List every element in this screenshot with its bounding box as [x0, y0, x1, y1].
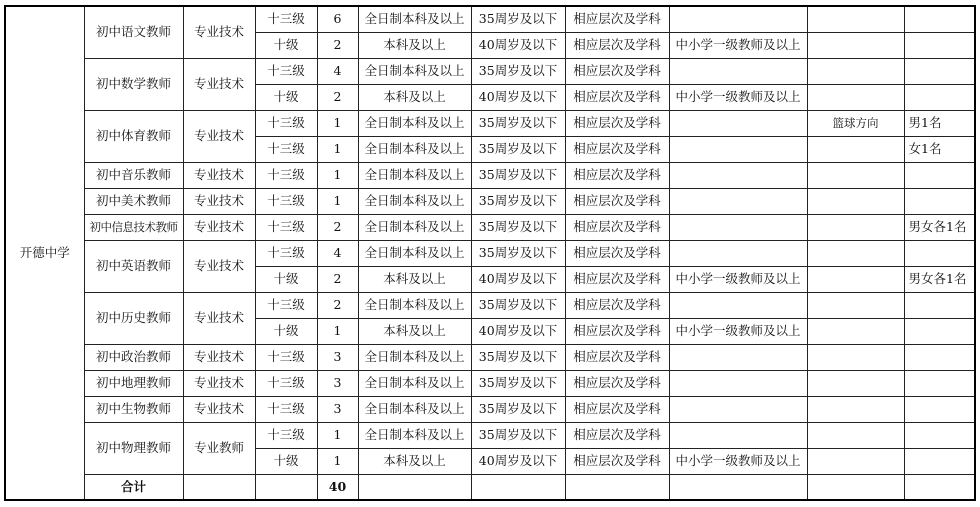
major-cell: 相应层次及学科 — [565, 240, 669, 266]
note-cell — [904, 318, 975, 344]
total-empty-cell — [565, 474, 669, 500]
grade-cell: 十三级 — [255, 370, 317, 396]
title-cell — [669, 188, 807, 214]
major-cell: 相应层次及学科 — [565, 370, 669, 396]
total-empty-cell — [255, 474, 317, 500]
grade-cell: 十三级 — [255, 110, 317, 136]
direction-cell — [807, 6, 904, 32]
title-cell: 中小学一级教师及以上 — [669, 448, 807, 474]
grade-cell: 十级 — [255, 266, 317, 292]
grade-cell: 十三级 — [255, 240, 317, 266]
count-cell: 2 — [317, 266, 358, 292]
count-cell: 3 — [317, 344, 358, 370]
education-cell: 全日制本科及以上 — [358, 58, 471, 84]
grade-cell: 十三级 — [255, 58, 317, 84]
title-cell — [669, 58, 807, 84]
count-cell: 3 — [317, 370, 358, 396]
grade-cell: 十级 — [255, 84, 317, 110]
major-cell: 相应层次及学科 — [565, 396, 669, 422]
education-cell: 全日制本科及以上 — [358, 214, 471, 240]
title-cell — [669, 240, 807, 266]
count-cell: 1 — [317, 162, 358, 188]
direction-cell — [807, 32, 904, 58]
age-cell: 35周岁及以下 — [471, 422, 565, 448]
age-cell: 35周岁及以下 — [471, 110, 565, 136]
count-cell: 2 — [317, 84, 358, 110]
major-cell: 相应层次及学科 — [565, 448, 669, 474]
note-cell — [904, 422, 975, 448]
major-cell: 相应层次及学科 — [565, 58, 669, 84]
note-cell: 男女各1名 — [904, 266, 975, 292]
major-cell: 相应层次及学科 — [565, 136, 669, 162]
direction-cell — [807, 58, 904, 84]
note-cell — [904, 6, 975, 32]
total-empty-cell — [358, 474, 471, 500]
count-cell: 3 — [317, 396, 358, 422]
education-cell: 本科及以上 — [358, 318, 471, 344]
position-name-cell: 初中政治教师 — [84, 344, 183, 370]
age-cell: 40周岁及以下 — [471, 318, 565, 344]
age-cell: 35周岁及以下 — [471, 188, 565, 214]
position-type-cell: 专业技术 — [183, 110, 255, 162]
education-cell: 本科及以上 — [358, 266, 471, 292]
major-cell: 相应层次及学科 — [565, 6, 669, 32]
direction-cell — [807, 396, 904, 422]
major-cell: 相应层次及学科 — [565, 266, 669, 292]
note-cell — [904, 396, 975, 422]
major-cell: 相应层次及学科 — [565, 292, 669, 318]
direction-cell — [807, 136, 904, 162]
school-name-cell: 开德中学 — [5, 6, 84, 500]
major-cell: 相应层次及学科 — [565, 32, 669, 58]
position-name-cell: 初中生物教师 — [84, 396, 183, 422]
position-type-cell: 专业技术 — [183, 240, 255, 292]
total-label-cell: 合计 — [84, 474, 183, 500]
age-cell: 40周岁及以下 — [471, 448, 565, 474]
position-type-cell: 专业技术 — [183, 370, 255, 396]
note-cell — [904, 84, 975, 110]
title-cell — [669, 162, 807, 188]
total-empty-cell — [807, 474, 904, 500]
position-type-cell: 专业技术 — [183, 214, 255, 240]
count-cell: 1 — [317, 136, 358, 162]
direction-cell — [807, 422, 904, 448]
age-cell: 35周岁及以下 — [471, 58, 565, 84]
grade-cell: 十级 — [255, 318, 317, 344]
table-row — [5, 6, 975, 32]
age-cell: 35周岁及以下 — [471, 214, 565, 240]
age-cell: 35周岁及以下 — [471, 162, 565, 188]
grade-cell: 十三级 — [255, 162, 317, 188]
direction-cell — [807, 188, 904, 214]
grade-cell: 十三级 — [255, 6, 317, 32]
table-row — [5, 110, 975, 136]
direction-cell — [807, 292, 904, 318]
table-row — [5, 240, 975, 266]
title-cell — [669, 396, 807, 422]
age-cell: 35周岁及以下 — [471, 370, 565, 396]
note-cell — [904, 448, 975, 474]
title-cell — [669, 214, 807, 240]
age-cell: 35周岁及以下 — [471, 396, 565, 422]
major-cell: 相应层次及学科 — [565, 84, 669, 110]
position-name-cell: 初中地理教师 — [84, 370, 183, 396]
count-cell: 2 — [317, 292, 358, 318]
count-cell: 1 — [317, 188, 358, 214]
age-cell: 35周岁及以下 — [471, 136, 565, 162]
position-type-cell: 专业技术 — [183, 6, 255, 58]
age-cell: 35周岁及以下 — [471, 6, 565, 32]
education-cell: 全日制本科及以上 — [358, 162, 471, 188]
note-cell — [904, 370, 975, 396]
table-row — [5, 422, 975, 448]
position-name-cell: 初中信息技术教师 — [84, 214, 183, 240]
note-cell — [904, 292, 975, 318]
table-row — [5, 370, 975, 396]
grade-cell: 十三级 — [255, 188, 317, 214]
position-name-cell: 初中历史教师 — [84, 292, 183, 344]
major-cell: 相应层次及学科 — [565, 318, 669, 344]
grade-cell: 十三级 — [255, 292, 317, 318]
position-type-cell: 专业技术 — [183, 188, 255, 214]
education-cell: 全日制本科及以上 — [358, 6, 471, 32]
note-cell — [904, 162, 975, 188]
title-cell — [669, 292, 807, 318]
position-type-cell: 专业技术 — [183, 292, 255, 344]
age-cell: 40周岁及以下 — [471, 84, 565, 110]
grade-cell: 十三级 — [255, 396, 317, 422]
position-name-cell: 初中英语教师 — [84, 240, 183, 292]
total-empty-cell — [471, 474, 565, 500]
age-cell: 35周岁及以下 — [471, 292, 565, 318]
direction-cell — [807, 240, 904, 266]
total-empty-cell — [183, 474, 255, 500]
major-cell: 相应层次及学科 — [565, 162, 669, 188]
age-cell: 40周岁及以下 — [471, 266, 565, 292]
position-name-cell: 初中物理教师 — [84, 422, 183, 474]
education-cell: 全日制本科及以上 — [358, 344, 471, 370]
note-cell — [904, 32, 975, 58]
table-row — [5, 58, 975, 84]
count-cell: 1 — [317, 422, 358, 448]
direction-cell — [807, 84, 904, 110]
position-name-cell: 初中语文教师 — [84, 6, 183, 58]
table-body — [5, 6, 975, 500]
total-empty-cell — [904, 474, 975, 500]
note-cell — [904, 58, 975, 84]
position-name-cell: 初中美术教师 — [84, 188, 183, 214]
title-cell: 中小学一级教师及以上 — [669, 84, 807, 110]
title-cell: 中小学一级教师及以上 — [669, 318, 807, 344]
grade-cell: 十三级 — [255, 422, 317, 448]
title-cell — [669, 6, 807, 32]
note-cell — [904, 240, 975, 266]
count-cell: 4 — [317, 240, 358, 266]
grade-cell: 十三级 — [255, 214, 317, 240]
position-type-cell: 专业技术 — [183, 58, 255, 110]
table-row — [5, 344, 975, 370]
direction-cell — [807, 162, 904, 188]
direction-cell — [807, 370, 904, 396]
table-row — [5, 188, 975, 214]
table-row — [5, 162, 975, 188]
total-count-cell: 40 — [317, 474, 358, 500]
note-cell — [904, 344, 975, 370]
position-type-cell: 专业技术 — [183, 396, 255, 422]
grade-cell: 十三级 — [255, 136, 317, 162]
major-cell: 相应层次及学科 — [565, 188, 669, 214]
direction-cell — [807, 344, 904, 370]
title-cell — [669, 370, 807, 396]
education-cell: 全日制本科及以上 — [358, 292, 471, 318]
education-cell: 全日制本科及以上 — [358, 136, 471, 162]
title-cell: 中小学一级教师及以上 — [669, 266, 807, 292]
position-name-cell: 初中音乐教师 — [84, 162, 183, 188]
title-cell — [669, 344, 807, 370]
major-cell: 相应层次及学科 — [565, 422, 669, 448]
title-cell — [669, 136, 807, 162]
title-cell — [669, 110, 807, 136]
education-cell: 全日制本科及以上 — [358, 188, 471, 214]
age-cell: 40周岁及以下 — [471, 32, 565, 58]
major-cell: 相应层次及学科 — [565, 110, 669, 136]
count-cell: 2 — [317, 32, 358, 58]
direction-cell — [807, 318, 904, 344]
recruitment-table — [4, 5, 976, 501]
title-cell: 中小学一级教师及以上 — [669, 32, 807, 58]
major-cell: 相应层次及学科 — [565, 214, 669, 240]
count-cell: 1 — [317, 110, 358, 136]
note-cell: 男女各1名 — [904, 214, 975, 240]
position-type-cell: 专业技术 — [183, 344, 255, 370]
grade-cell: 十级 — [255, 448, 317, 474]
position-type-cell: 专业技术 — [183, 162, 255, 188]
education-cell: 全日制本科及以上 — [358, 422, 471, 448]
education-cell: 全日制本科及以上 — [358, 110, 471, 136]
education-cell: 本科及以上 — [358, 32, 471, 58]
position-name-cell: 初中体育教师 — [84, 110, 183, 162]
total-empty-cell — [669, 474, 807, 500]
education-cell: 全日制本科及以上 — [358, 396, 471, 422]
count-cell: 6 — [317, 6, 358, 32]
count-cell: 1 — [317, 318, 358, 344]
table-row — [5, 396, 975, 422]
total-row — [5, 474, 975, 500]
direction-cell — [807, 266, 904, 292]
count-cell: 4 — [317, 58, 358, 84]
education-cell: 全日制本科及以上 — [358, 240, 471, 266]
age-cell: 35周岁及以下 — [471, 240, 565, 266]
position-type-cell: 专业教师 — [183, 422, 255, 474]
age-cell: 35周岁及以下 — [471, 344, 565, 370]
direction-cell — [807, 448, 904, 474]
direction-cell: 篮球方向 — [807, 110, 904, 136]
education-cell: 本科及以上 — [358, 84, 471, 110]
table-row — [5, 214, 975, 240]
title-cell — [669, 422, 807, 448]
position-name-cell: 初中数学教师 — [84, 58, 183, 110]
direction-cell — [807, 214, 904, 240]
count-cell: 2 — [317, 214, 358, 240]
note-cell: 男1名 — [904, 110, 975, 136]
table-row — [5, 292, 975, 318]
grade-cell: 十三级 — [255, 344, 317, 370]
note-cell — [904, 188, 975, 214]
major-cell: 相应层次及学科 — [565, 344, 669, 370]
note-cell: 女1名 — [904, 136, 975, 162]
grade-cell: 十级 — [255, 32, 317, 58]
count-cell: 1 — [317, 448, 358, 474]
education-cell: 本科及以上 — [358, 448, 471, 474]
education-cell: 全日制本科及以上 — [358, 370, 471, 396]
